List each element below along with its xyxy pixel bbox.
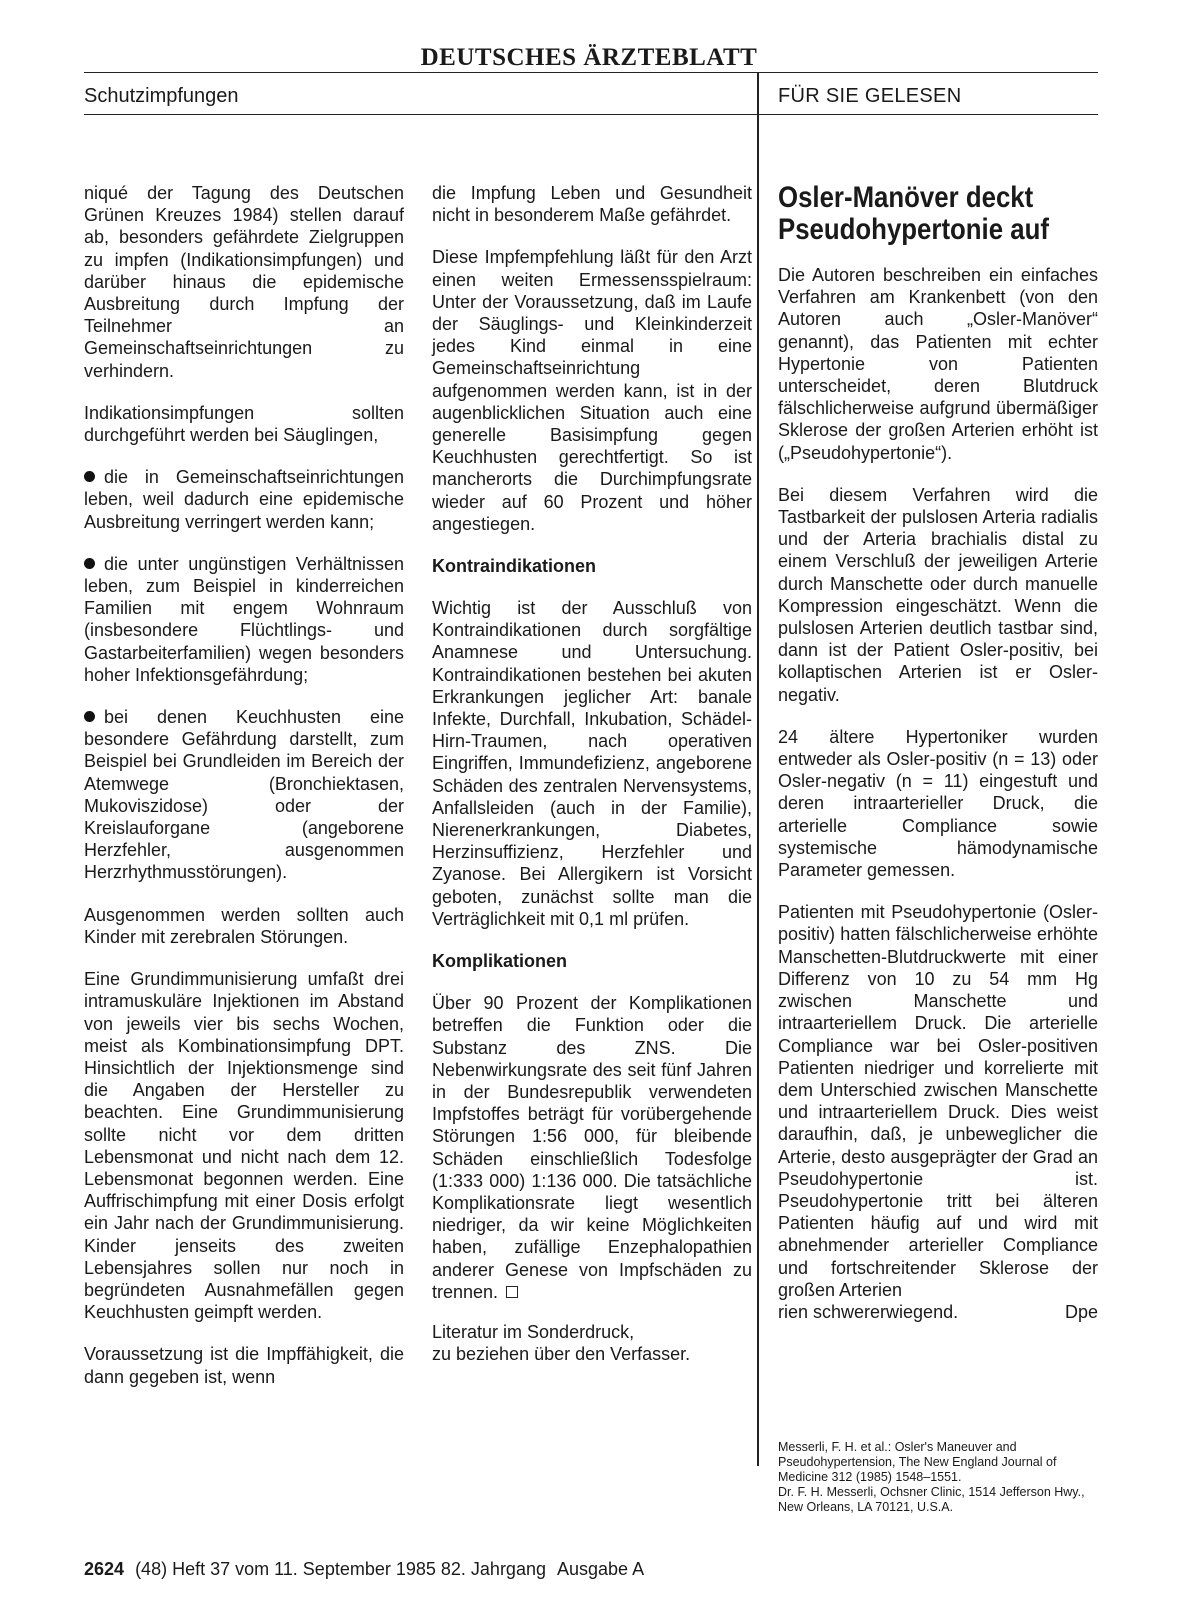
title-line: Osler-Manöver deckt	[778, 181, 1034, 214]
article-title	[778, 182, 1098, 246]
column-right	[778, 182, 1098, 1323]
section-label-right: FÜR SIE GELESEN	[778, 85, 962, 107]
paragraph: 24 ältere Hypertoniker wurden entweder als Osler-positiv (n = 13) oder Osler-negativ (n = 11) eingestuft und deren intraarterieller Druck, die arterielle Compliance sowie systemische hämodynamische Parameter gemessen.	[778, 726, 1098, 881]
masthead-rule	[84, 72, 1098, 73]
paragraph: niqué der Tagung des Deutschen Grünen Kreuzes 1984) stellen darauf ab, besonders gefährdete Zielgruppen zu impfen (Indikationsimpfungen) und darüber hinaus die epidemische Ausbreitung durch Impfung der Teilnehmer an Gemeinschaftseinrichtungen zu verhindern.	[84, 183, 404, 381]
subheading-complications: Komplikationen	[432, 951, 568, 972]
paragraph-text: Über 90 Prozent der Komplikationen betreffen die Funktion oder die Substanz des ZNS. Die Nebenwirkungsrate des seit fünf Jahren in der Bundesrepublik verwendeten Impfstoffes beträgt für vorübergehende Störungen 1:56 000, für bleibende Schäden einschließlich Todesfolge (1:333 000) 1:136 000. Die tatsächliche Komplikationsrate liegt wesentlich niedriger, da wir keine Möglichkeiten haben, zufällige Enzephalopathien anderer Genese von Impfschäden zu trennen.	[432, 993, 752, 1302]
masthead: DEUTSCHES ÄRZTEBLATT	[420, 44, 758, 71]
bullet-icon	[84, 711, 95, 722]
subheading-contraindications: Kontraindikationen	[432, 556, 597, 577]
paragraph: Wichtig ist der Ausschluß von Kontraindikationen durch sorgfältige Anamnese und Untersuchung. Kontraindikationen bestehen bei akuten Erkrankungen jeglicher Art: banale Infekte, Durchfall, Inkubation, Schädel-Hirn-Traumen, nach operativen Eingriffen, Immundefizienz, angeborene Schäden des zentralen Nervensystems, Anfallsleiden (auch in der Familie), Nierenerkrankungen, Diabetes, Herzinsuffizienz, Herzfehler und Zyanose. Bei Allergikern ist Vorsicht geboten, zunächst sollte man die Verträglichkeit mit 0,1 ml prüfen.	[432, 598, 752, 929]
bullet-text: die unter ungünstigen Verhältnissen leben, zum Beispiel in kinderreichen Familien mit engem Wohnraum (insbesondere Flüchtlings- und Gastarbeiterfamilien) wegen besonders hoher Infektionsgefährdung;	[84, 553, 404, 685]
page-footer	[84, 1559, 644, 1580]
paragraph	[432, 992, 752, 1303]
column-middle	[432, 182, 752, 1365]
reference-block	[778, 1440, 1098, 1515]
reference-address: Dr. F. H. Messerli, Ochsner Clinic, 1514 Jefferson Hwy., New Orleans, LA 70121, U.S.A.	[778, 1485, 1085, 1514]
paragraph: Diese Impfempfehlung läßt für den Arzt einen weiten Ermessensspielraum: Unter der Voraussetzung, daß im Laufe der Säuglings- und Kleinkinderzeit jedes Kind einmal in eine Gemeinschaftseinrichtung aufgenommen werden kann, ist in der augenblicklichen Situation auch eine generelle Basisimpfung gegen Keuchhusten gerechtfertigt. So ist mancherorts die Durchimpfungsrate wieder auf 60 Prozent und höher angestiegen.	[432, 247, 752, 534]
paragraph: Bei diesem Verfahren wird die Tastbarkeit der pulslosen Arteria radialis und der Arteria brachialis distal zu einem Verschluß der jeweiligen Arterie durch Manschette oder durch manuelle Kompression eingeschätzt. Wenn die pulslosen Arterien deutlich tastbar sind, dann ist der Patient Osler-positiv, bei kollaptischen Arterien ist er Osler-negativ.	[778, 484, 1098, 705]
literature-line: zu beziehen über den Verfasser.	[432, 1344, 691, 1365]
paragraph: Eine Grundimmunisierung umfaßt drei intramuskuläre Injektionen im Abstand von jeweils vier bis sechs Wochen, meist als Kombinationsimpfung DPT. Hinsichtlich der Injektionsmenge sind die Angaben der Hersteller zu beachten. Eine Grundimmunisierung sollte nicht vor dem dritten Lebensmonat und nicht nach dem 12. Lebensmonat begonnen werden. Eine Auffrischimpfung mit einer Dosis erfolgt ein Jahr nach der Grundimmunisierung. Kinder jenseits des zweiten Lebensjahres sollen nur noch in begründeten Ausnahmefällen gegen Keuchhusten geimpft werden.	[84, 969, 404, 1323]
paragraph: Ausgenommen werden sollten auch Kinder mit zerebralen Störungen.	[84, 904, 404, 947]
column-divider	[757, 72, 759, 1466]
bullet-item	[84, 553, 404, 686]
bullet-icon	[84, 471, 95, 482]
paragraph: Patienten mit Pseudohypertonie (Osler-positiv) hatten fälschlicherweise erhöhte Manschetten-Blutdruckwerte mit einer Differenz von 10 zu 54 mm Hg zwischen Manschette und intraarteriellem Druck. Die arterielle Compliance war bei Osler-positiven Patienten niedriger und korrelierte mit dem Unterschied zwischen Manschette und intraarteriellem Druck. Dies weist daraufhin, daß, je unbeweglicher die Arterie, desto ausgeprägter der Grad an Pseudohypertonie ist. Pseudohypertonie tritt bei älteren Patienten häufig auf und wird mit abnehmender arterieller Compliance und fortschreitender Sklerose der großen Arterien	[778, 902, 1098, 1300]
page-number: 2624	[84, 1559, 125, 1579]
section-rule	[84, 114, 1098, 115]
bullet-icon	[84, 558, 95, 569]
column-left	[84, 182, 404, 1408]
paragraph: Die Autoren beschreiben ein einfaches Verfahren am Krankenbett (von den Autoren auch „Osler-Manöver“ genannt), das Patienten mit echter Hypertonie von Patienten unterscheidet, deren Blutdruck fälschlicherweise aufgrund übermäßiger Sklerose der großen Arterien erhöht ist („Pseudohypertonie“).	[778, 265, 1098, 463]
end-mark-icon	[506, 1286, 518, 1298]
bullet-item	[84, 466, 404, 533]
signature-line	[778, 1301, 1098, 1323]
literature-note	[432, 1321, 752, 1365]
reference-citation: Messerli, F. H. et al.: Osler's Maneuver and Pseudohypertension, The New England Journal of Medicine 312 (1985) 1548–1551.	[778, 1440, 1057, 1484]
title-line: Pseudohypertonie auf	[778, 213, 1049, 246]
bullet-text: bei denen Keuchhusten eine besondere Gefährdung darstellt, zum Beispiel bei Grundleiden im Bereich der Atemwege (Bronchiektasen, Mukoviszidose) oder der Kreislauforgane (angeborene Herzfehler, ausgenommen Herzrhythmusstörungen).	[84, 707, 404, 883]
issue-info: (48) Heft 37 vom 11. September 1985 82. Jahrgang	[135, 1559, 546, 1579]
bullet-text: die in Gemeinschaftseinrichtungen leben, weil dadurch eine epidemische Ausbreitung verringert werden kann;	[84, 467, 404, 532]
paragraph: Voraussetzung ist die Impffähigkeit, die dann gegeben ist, wenn	[84, 1344, 404, 1387]
edition-info: Ausgabe A	[557, 1559, 645, 1579]
paragraph: Indikationsimpfungen sollten durchgeführt werden bei Säuglingen,	[84, 402, 404, 446]
author-signature: Dpe	[1064, 1301, 1098, 1322]
paragraph-end: rien schwererwiegend.	[778, 1301, 959, 1322]
literature-line: Literatur im Sonderdruck,	[432, 1321, 635, 1342]
paragraph: die Impfung Leben und Gesundheit nicht in besonderem Maße gefährdet.	[432, 183, 752, 226]
section-label-left: Schutzimpfungen	[84, 85, 239, 107]
bullet-item	[84, 706, 404, 884]
